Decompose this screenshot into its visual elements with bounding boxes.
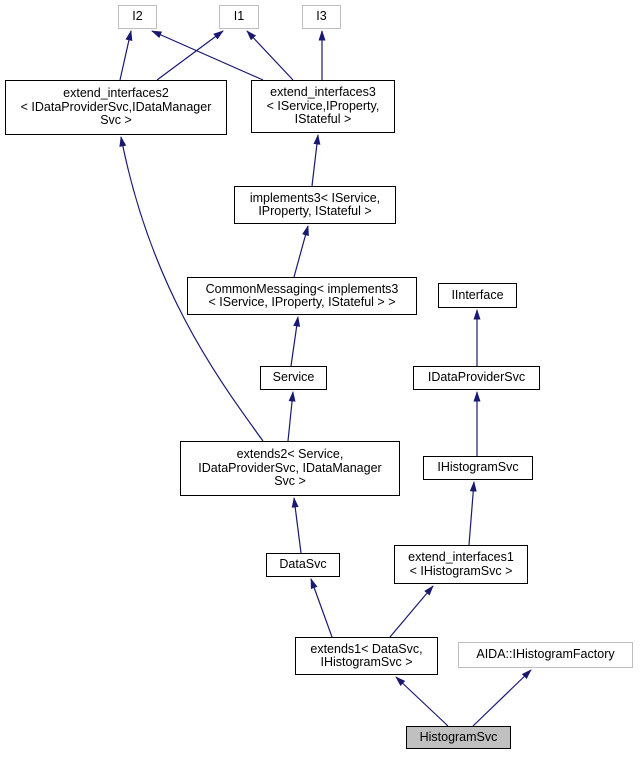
inheritance-arrow-extends1-to-datasvc [311,579,332,637]
inheritance-arrow-implements3-to-extend_interfaces3 [312,135,318,186]
class-node-extends2[interactable] [180,441,400,496]
class-node-extend_interfaces3[interactable] [251,80,395,133]
inheritance-arrow-histogramsvc-to-aida_ihistogramfactory [473,670,531,726]
class-node-i2[interactable] [118,5,157,29]
inheritance-arrow-extend_interfaces3-to-i1 [247,31,293,80]
inheritance-arrow-extend_interfaces3-to-i2 [152,31,263,80]
class-node-label: < IService, IProperty, IStateful > > [208,295,396,309]
class-node-label: IDataProviderSvc, IDataManager [198,460,382,475]
class-node-i3[interactable] [302,5,341,29]
class-node-common_messaging[interactable] [187,277,417,315]
class-node-label: extend_interfaces1 [408,550,514,564]
class-node-label: IDataProviderSvc [427,370,526,385]
inheritance-arrow-extends1-to-extend_interfaces1 [390,586,433,637]
inheritance-arrow-common_messaging-to-implements3 [294,226,308,277]
class-node-extend_interfaces2[interactable] [5,80,227,135]
inheritance-arrow-extend_interfaces1-to-ihistogramsvc [469,482,474,545]
class-node-label: < IDataProviderSvc,IDataManager [20,99,212,114]
inheritance-arrow-histogramsvc-to-extends1 [396,677,448,726]
class-node-extend_interfaces1[interactable] [394,545,528,584]
class-node-label: < IHistogramSvc > [409,563,513,578]
class-node-idataprovidersvc[interactable] [413,366,540,390]
class-node-label: I3 [316,9,327,24]
inheritance-arrow-service-to-common_messaging [291,317,298,366]
class-node-histogramsvc[interactable] [406,726,511,749]
class-node-iinterface[interactable] [438,283,517,308]
inheritance-arrow-extend_interfaces2-to-i2 [120,31,131,80]
class-node-label: extends2< Service, [236,447,344,462]
class-node-label: extends1< DataSvc, [310,641,423,656]
class-node-label: Svc > [100,113,132,128]
class-node-ihistogramsvc[interactable] [423,456,533,480]
class-node-label: CommonMessaging< implements3 [205,281,399,296]
class-node-aida_ihistogramfactory[interactable] [458,642,633,668]
class-node-label: < IService,IProperty, [266,98,380,113]
class-node-label: extend_interfaces2 [63,86,169,101]
class-node-label: I1 [233,9,245,24]
class-node-label: implements3< IService, [249,190,381,205]
class-node-datasvc[interactable] [266,553,340,577]
class-node-i1[interactable] [219,5,259,29]
inheritance-arrow-datasvc-to-extends2 [294,498,301,553]
class-node-label: IProperty, IStateful > [258,204,372,218]
inheritance-arrow-extends2-to-service [288,392,293,441]
class-node-extends1[interactable] [295,637,438,675]
class-node-label: IHistogramSvc [437,460,519,475]
class-node-label: IStateful > [294,112,352,127]
class-node-label: IHistogramSvc > [320,655,413,669]
class-node-label: Svc > [274,474,306,489]
class-node-label: extend_interfaces3 [270,85,376,100]
class-node-label: DataSvc [279,557,327,572]
class-node-service[interactable] [260,366,327,390]
class-node-label: Service [272,370,315,385]
class-node-label: I2 [132,9,143,24]
class-node-label: HistogramSvc [419,729,498,744]
inheritance-arrow-extend_interfaces2-to-i1 [157,31,223,80]
class-node-implements3[interactable] [234,186,396,224]
class-node-label: AIDA::IHistogramFactory [476,647,615,662]
class-node-label: IInterface [451,287,504,302]
